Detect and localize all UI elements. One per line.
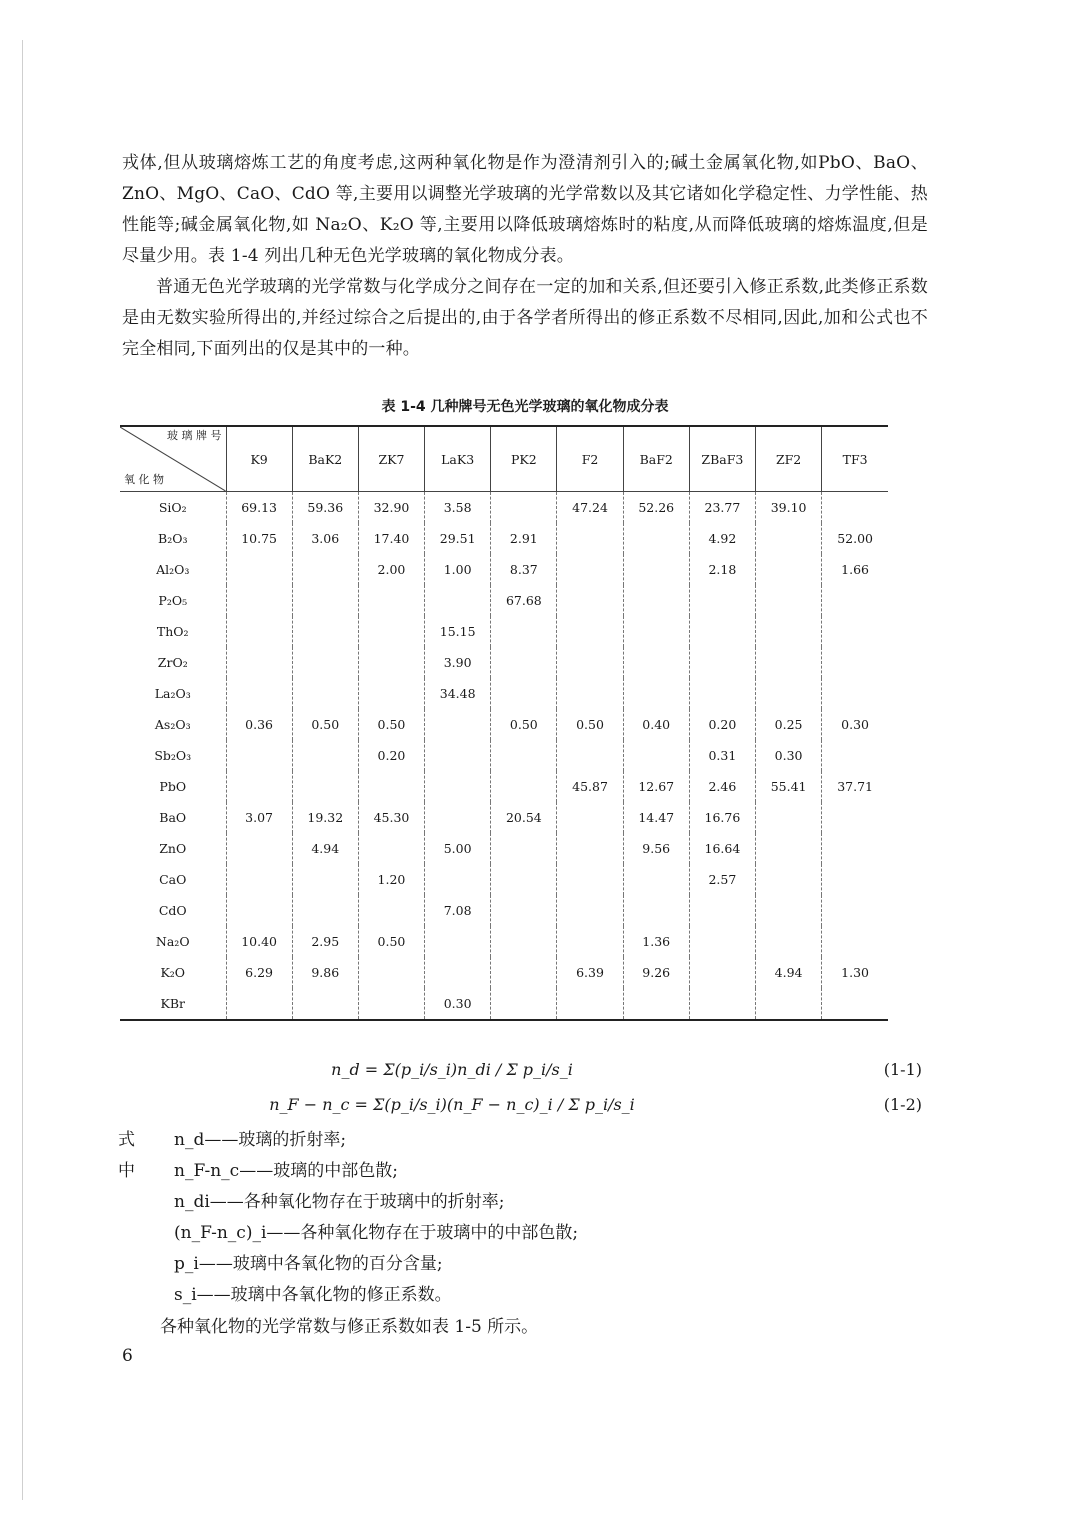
value-cell — [491, 647, 557, 678]
corner-label-oxide: 氧 化 物 — [124, 473, 164, 486]
formula-number: (1-1) — [883, 1060, 922, 1079]
column-header: TF3 — [822, 426, 888, 492]
value-cell: 59.36 — [292, 492, 358, 524]
value-cell: 1.36 — [623, 926, 689, 957]
value-cell — [425, 740, 491, 771]
formula-expression: n_F − n_c = Σ(p_i/s_i)(n_F − n_c)_i / Σ p_i/s_i — [269, 1095, 635, 1114]
value-cell: 4.94 — [292, 833, 358, 864]
value-cell — [623, 740, 689, 771]
value-cell — [425, 864, 491, 895]
value-cell: 1.20 — [358, 864, 424, 895]
value-cell: 0.50 — [358, 926, 424, 957]
value-cell — [623, 647, 689, 678]
value-cell: 0.20 — [358, 740, 424, 771]
value-cell — [358, 616, 424, 647]
scan-margin-line — [22, 40, 23, 1500]
page-number: 6 — [122, 1346, 133, 1366]
value-cell: 0.40 — [623, 709, 689, 740]
value-cell — [557, 740, 623, 771]
definition-item: s_i——玻璃中各氧化物的修正系数。 — [174, 1285, 452, 1305]
table-row — [120, 616, 888, 647]
value-cell — [292, 554, 358, 585]
value-cell: 1.30 — [822, 957, 888, 988]
table-row — [120, 709, 888, 740]
value-cell: 12.67 — [623, 771, 689, 802]
value-cell — [822, 833, 888, 864]
value-cell — [292, 678, 358, 709]
table-row — [120, 771, 888, 802]
oxide-name-cell: CdO — [158, 903, 187, 918]
value-cell — [822, 647, 888, 678]
value-cell — [822, 492, 888, 524]
column-header: F2 — [557, 426, 623, 492]
value-cell — [425, 585, 491, 616]
value-cell: 4.92 — [689, 523, 755, 554]
value-cell — [822, 616, 888, 647]
value-cell — [358, 771, 424, 802]
value-cell: 29.51 — [425, 523, 491, 554]
value-cell: 52.00 — [822, 523, 888, 554]
value-cell — [226, 895, 292, 926]
oxide-name-cell: Al₂O₃ — [156, 562, 190, 577]
oxide-name-cell: CaO — [159, 872, 187, 887]
oxide-name-cell: PbO — [159, 779, 187, 794]
value-cell: 0.50 — [292, 709, 358, 740]
value-cell — [425, 709, 491, 740]
value-cell — [756, 833, 822, 864]
value-cell — [425, 926, 491, 957]
value-cell — [358, 988, 424, 1020]
value-cell — [689, 957, 755, 988]
value-cell: 7.08 — [425, 895, 491, 926]
value-cell — [557, 523, 623, 554]
value-cell — [623, 554, 689, 585]
value-cell — [756, 988, 822, 1020]
value-cell — [689, 616, 755, 647]
value-cell: 16.64 — [689, 833, 755, 864]
oxide-name-cell: SiO₂ — [158, 500, 187, 515]
value-cell: 52.26 — [623, 492, 689, 524]
value-cell — [425, 771, 491, 802]
value-cell — [756, 616, 822, 647]
column-header: ZK7 — [358, 426, 424, 492]
column-header: BaF2 — [623, 426, 689, 492]
table-row — [120, 585, 888, 616]
value-cell: 0.50 — [491, 709, 557, 740]
value-cell: 10.75 — [226, 523, 292, 554]
value-cell — [756, 895, 822, 926]
value-cell: 9.56 — [623, 833, 689, 864]
oxide-name-cell: BaO — [159, 810, 187, 825]
value-cell — [623, 585, 689, 616]
value-cell — [491, 833, 557, 864]
value-cell — [491, 988, 557, 1020]
value-cell — [491, 678, 557, 709]
value-cell: 0.25 — [756, 709, 822, 740]
table-row — [120, 926, 888, 957]
table-row — [120, 740, 888, 771]
value-cell: 10.40 — [226, 926, 292, 957]
value-cell — [822, 864, 888, 895]
value-cell: 2.57 — [689, 864, 755, 895]
value-cell — [491, 864, 557, 895]
value-cell — [557, 895, 623, 926]
value-cell: 3.07 — [226, 802, 292, 833]
table-corner-cell — [120, 426, 226, 492]
table-row — [120, 492, 888, 524]
table-row — [120, 647, 888, 678]
column-header: ZBaF3 — [689, 426, 755, 492]
value-cell: 55.41 — [756, 771, 822, 802]
value-cell: 15.15 — [425, 616, 491, 647]
value-cell — [491, 957, 557, 988]
value-cell — [292, 616, 358, 647]
value-cell — [226, 554, 292, 585]
value-cell: 1.00 — [425, 554, 491, 585]
value-cell: 0.50 — [557, 709, 623, 740]
value-cell — [358, 895, 424, 926]
value-cell: 16.76 — [689, 802, 755, 833]
column-header: K9 — [226, 426, 292, 492]
value-cell — [557, 647, 623, 678]
oxide-name-cell: ThO₂ — [156, 624, 189, 639]
value-cell — [226, 988, 292, 1020]
value-cell — [557, 988, 623, 1020]
value-cell: 6.39 — [557, 957, 623, 988]
value-cell: 45.87 — [557, 771, 623, 802]
closing-sentence: 各种氧化物的光学常数与修正系数如表 1-5 所示。 — [160, 1317, 539, 1337]
value-cell — [623, 864, 689, 895]
value-cell — [623, 616, 689, 647]
value-cell — [425, 957, 491, 988]
oxide-composition-table — [120, 425, 888, 1021]
column-header: BaK2 — [292, 426, 358, 492]
value-cell: 17.40 — [358, 523, 424, 554]
formula-number: (1-2) — [883, 1095, 922, 1114]
value-cell: 37.71 — [822, 771, 888, 802]
value-cell — [756, 523, 822, 554]
value-cell: 2.91 — [491, 523, 557, 554]
table-row — [120, 957, 888, 988]
value-cell: 9.86 — [292, 957, 358, 988]
table-row — [120, 554, 888, 585]
value-cell: 3.90 — [425, 647, 491, 678]
value-cell: 14.47 — [623, 802, 689, 833]
oxide-name-cell: K₂O — [160, 965, 186, 980]
value-cell — [623, 988, 689, 1020]
oxide-name-cell: Sb₂O₃ — [154, 748, 192, 763]
value-cell — [292, 585, 358, 616]
value-cell — [292, 864, 358, 895]
value-cell — [689, 678, 755, 709]
value-cell: 45.30 — [358, 802, 424, 833]
value-cell: 4.94 — [756, 957, 822, 988]
value-cell: 0.30 — [425, 988, 491, 1020]
paragraph-2: 普通无色光学玻璃的光学常数与化学成分之间存在一定的加和关系,但还要引入修正系数,此类修正系数是由无数实验所得出的,并经过综合之后提出的,由于各学者所得出的修正系数不尽相同,因此,加和公式也不完全相同,下面列出的仅是其中的一种。 — [122, 277, 928, 359]
value-cell — [358, 678, 424, 709]
table-row — [120, 864, 888, 895]
value-cell: 2.95 — [292, 926, 358, 957]
value-cell: 0.30 — [822, 709, 888, 740]
value-cell — [557, 802, 623, 833]
value-cell — [491, 740, 557, 771]
value-cell — [822, 740, 888, 771]
value-cell — [491, 895, 557, 926]
value-cell — [358, 647, 424, 678]
value-cell — [226, 833, 292, 864]
value-cell — [226, 740, 292, 771]
value-cell: 2.18 — [689, 554, 755, 585]
value-cell — [292, 647, 358, 678]
oxide-name-cell: KBr — [120, 988, 226, 1020]
definition-item: p_i——玻璃中各氧化物的百分含量; — [174, 1254, 443, 1274]
value-cell: 23.77 — [689, 492, 755, 524]
value-cell — [756, 647, 822, 678]
table-header-row — [120, 426, 888, 492]
table-row — [120, 678, 888, 709]
oxide-name-cell: ZrO₂ — [157, 655, 188, 670]
value-cell — [756, 554, 822, 585]
value-cell: 20.54 — [491, 802, 557, 833]
value-cell: 0.30 — [756, 740, 822, 771]
value-cell — [491, 771, 557, 802]
oxide-name-cell: Na₂O — [155, 934, 190, 949]
table-row — [120, 523, 888, 554]
value-cell: 0.36 — [226, 709, 292, 740]
value-cell — [226, 864, 292, 895]
value-cell — [358, 957, 424, 988]
oxide-name-cell: ZnO — [159, 841, 187, 856]
value-cell: 2.46 — [689, 771, 755, 802]
table-row — [120, 833, 888, 864]
value-cell — [689, 988, 755, 1020]
value-cell — [822, 895, 888, 926]
value-cell: 32.90 — [358, 492, 424, 524]
value-cell — [226, 678, 292, 709]
paragraph-1: 戎体,但从玻璃熔炼工艺的角度考虑,这两种氧化物是作为澄清剂引入的;碱土金属氧化物,如PbO、BaO、ZnO、MgO、CaO、CdO 等,主要用以调整光学玻璃的光学常数以及其它诸如化学稳定性、力学性能、热性能等;碱金属氧化物,如 Na₂O、K₂O 等,主要用以降低玻璃熔炼时的粘度,从而降低玻璃的熔炼温度,但是尽量少用。表 1-4 列出几种无色光学玻璃的氧化物成分表。 — [122, 153, 928, 266]
value-cell: 6.29 — [226, 957, 292, 988]
value-cell: 2.00 — [358, 554, 424, 585]
value-cell — [425, 802, 491, 833]
table-body — [120, 492, 888, 1021]
value-cell — [491, 616, 557, 647]
value-cell — [557, 678, 623, 709]
table-row — [120, 895, 888, 926]
value-cell: 0.20 — [689, 709, 755, 740]
value-cell — [557, 616, 623, 647]
value-cell: 5.00 — [425, 833, 491, 864]
value-cell — [557, 833, 623, 864]
value-cell — [557, 864, 623, 895]
value-cell — [292, 988, 358, 1020]
corner-label-brand: 玻 璃 牌 号 — [167, 429, 222, 442]
value-cell — [226, 616, 292, 647]
value-cell — [689, 647, 755, 678]
value-cell — [226, 585, 292, 616]
value-cell — [756, 802, 822, 833]
oxide-name-cell: La₂O₃ — [154, 686, 191, 701]
value-cell — [557, 585, 623, 616]
column-header: LaK3 — [425, 426, 491, 492]
value-cell — [756, 585, 822, 616]
oxide-name-cell: P₂O₅ — [158, 593, 188, 608]
value-cell — [358, 585, 424, 616]
value-cell — [756, 864, 822, 895]
value-cell — [226, 647, 292, 678]
value-cell — [822, 585, 888, 616]
value-cell: 19.32 — [292, 802, 358, 833]
value-cell: 69.13 — [226, 492, 292, 524]
value-cell: 67.68 — [491, 585, 557, 616]
value-cell: 9.26 — [623, 957, 689, 988]
value-cell: 1.66 — [822, 554, 888, 585]
value-cell: 3.58 — [425, 492, 491, 524]
value-cell — [623, 678, 689, 709]
formula-expression: n_d = Σ(p_i/s_i)n_di / Σ p_i/s_i — [331, 1060, 573, 1079]
value-cell — [557, 926, 623, 957]
value-cell — [358, 833, 424, 864]
value-cell — [822, 802, 888, 833]
value-cell: 34.48 — [425, 678, 491, 709]
value-cell — [292, 895, 358, 926]
column-header: ZF2 — [756, 426, 822, 492]
value-cell — [689, 926, 755, 957]
value-cell — [822, 926, 888, 957]
value-cell: 8.37 — [491, 554, 557, 585]
value-cell: 3.06 — [292, 523, 358, 554]
value-cell — [689, 895, 755, 926]
table-row — [120, 988, 888, 1020]
value-cell — [491, 492, 557, 524]
value-cell — [756, 678, 822, 709]
oxide-name-cell: B₂O₃ — [158, 531, 188, 546]
definition-item: n_d——玻璃的折射率; — [174, 1130, 347, 1150]
value-cell — [292, 771, 358, 802]
definitions-lead: 式中 — [118, 1130, 135, 1181]
value-cell — [822, 678, 888, 709]
value-cell: 47.24 — [557, 492, 623, 524]
definition-item: n_F-n_c——玻璃的中部色散; — [174, 1161, 398, 1181]
value-cell: 0.50 — [358, 709, 424, 740]
definition-item: (n_F-n_c)_i——各种氧化物存在于玻璃中的中部色散; — [174, 1223, 579, 1243]
value-cell — [557, 554, 623, 585]
value-cell — [226, 771, 292, 802]
value-cell — [756, 926, 822, 957]
table-row — [120, 802, 888, 833]
value-cell — [491, 926, 557, 957]
value-cell — [689, 585, 755, 616]
value-cell: 39.10 — [756, 492, 822, 524]
value-cell — [623, 523, 689, 554]
oxide-name-cell: As₂O₃ — [154, 717, 191, 732]
table-caption: 表 1-4 几种牌号无色光学玻璃的氧化物成分表 — [381, 399, 669, 415]
column-header: PK2 — [491, 426, 557, 492]
value-cell — [623, 895, 689, 926]
definition-item: n_di——各种氧化物存在于玻璃中的折射率; — [174, 1192, 505, 1212]
value-cell: 0.31 — [689, 740, 755, 771]
value-cell — [822, 988, 888, 1020]
value-cell — [292, 740, 358, 771]
